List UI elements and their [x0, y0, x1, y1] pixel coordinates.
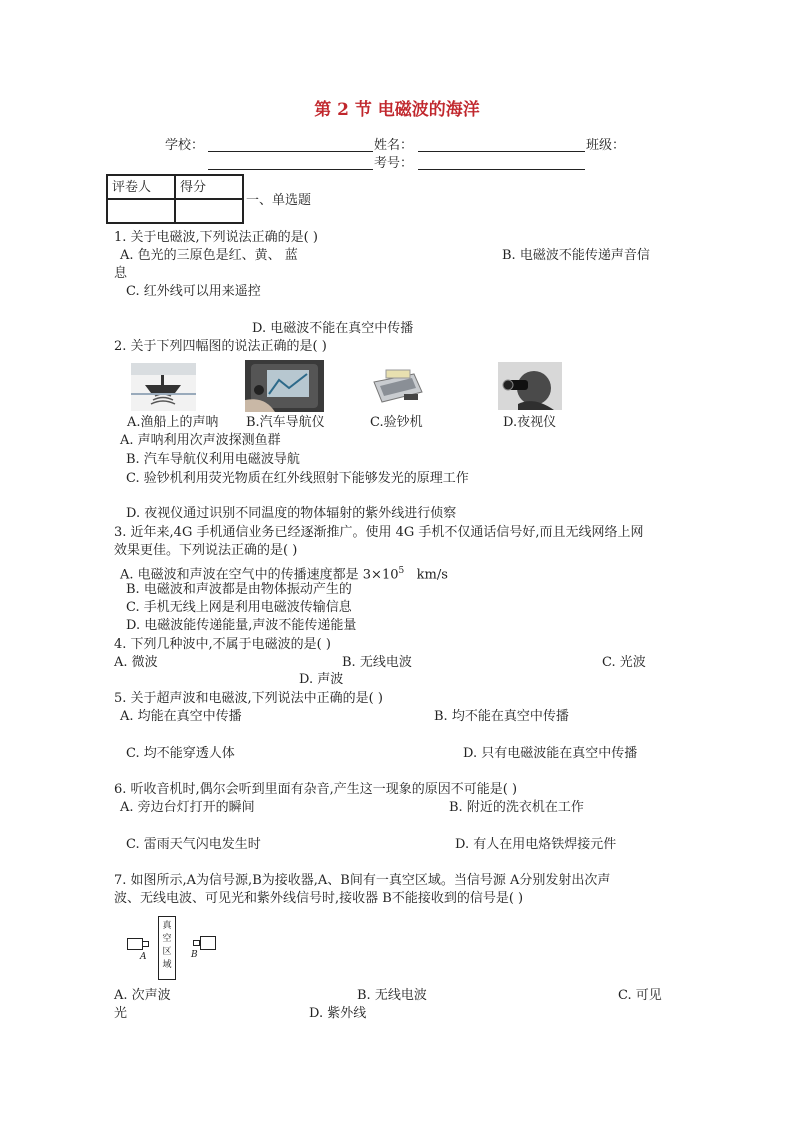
id-label: 考号：	[374, 156, 414, 171]
q3-stem-line2: 效果更佳。下列说法正确的是( )	[114, 543, 298, 558]
q4-option-d: D. 声波	[299, 672, 344, 687]
label-b: B	[191, 950, 198, 960]
class-field[interactable]	[208, 169, 373, 170]
vacuum-region-label: 真空区域	[162, 921, 172, 970]
receiver-b-box	[200, 936, 216, 950]
page-title: 第 2 节 电磁波的海洋	[314, 100, 480, 120]
q5-stem: 5. 关于超声波和电磁波,下列说法中正确的是( )	[114, 691, 383, 706]
q3-option-c: C. 手机无线上网是利用电磁波传输信息	[126, 600, 352, 615]
q2-option-c: C. 验钞机利用荧光物质在红外线照射下能够发光的原理工作	[126, 471, 469, 486]
q2-option-d: D. 夜视仪通过识别不同温度的物体辐射的紫外线进行侦察	[126, 506, 457, 521]
q3-option-d: D. 电磁波能传递能量,声波不能传递能量	[126, 618, 357, 633]
source-a-nozzle	[142, 941, 149, 947]
money-detector-image	[368, 364, 426, 410]
q2-option-a: A. 声呐利用次声波探测鱼群	[120, 433, 281, 448]
q1-stem: 1. 关于电磁波,下列说法正确的是( )	[114, 230, 318, 245]
q6-option-c: C. 雷雨天气闪电发生时	[126, 837, 261, 852]
q5-option-d: D. 只有电磁波能在真空中传播	[463, 746, 638, 761]
q4-option-a: A. 微波	[114, 655, 158, 670]
vacuum-region	[158, 916, 176, 980]
q1-option-b-cont: 息	[114, 266, 128, 281]
q7-stem-line1: 7. 如图所示,A为信号源,B为接收器,A、B间有一真空区域。当信号源 A分别发射出次声	[114, 873, 611, 888]
class-label: 班级：	[586, 138, 626, 153]
car-navigator-image	[245, 360, 324, 412]
signal-diagram	[125, 914, 225, 984]
q4-option-b: B. 无线电波	[342, 655, 412, 670]
q4-stem: 4. 下列几种波中,不属于电磁波的是( )	[114, 637, 331, 652]
q6-option-a: A. 旁边台灯打开的瞬间	[120, 800, 255, 815]
q3-unit: km/s	[416, 567, 448, 583]
q7-option-b: B. 无线电波	[357, 988, 427, 1003]
q7-option-c: C. 可见	[618, 988, 662, 1003]
q4-option-c: C. 光波	[602, 655, 646, 670]
name-field[interactable]	[418, 151, 585, 152]
q2-caption-c: C.验钞机	[370, 415, 423, 430]
q2-caption-a: A.渔船上的声呐	[127, 415, 219, 430]
q1-option-a: A. 色光的三原色是红、黄、 蓝	[120, 248, 298, 263]
q7-option-a: A. 次声波	[114, 988, 171, 1003]
q2-option-b: B. 汽车导航仪利用电磁波导航	[126, 452, 300, 467]
q1-option-c: C. 红外线可以用来遥控	[126, 284, 261, 299]
source-a-box	[127, 938, 143, 950]
score-cell[interactable]	[175, 199, 243, 223]
q3-option-b: B. 电磁波和声波都是由物体振动产生的	[126, 582, 352, 597]
q3-option-a: A. 电磁波和声波在空气中的传播速度都是 $3\times 10^5$ km/s	[120, 566, 448, 583]
q6-stem: 6. 听收音机时,偶尔会听到里面有杂音,产生这一现象的原因不可能是( )	[114, 782, 518, 797]
grader-cell[interactable]	[107, 199, 175, 223]
q6-option-d: D. 有人在用电烙铁焊接元件	[455, 837, 617, 852]
q3-stem-line1: 3. 近年来,4G 手机通信业务已经逐渐推广。使用 4G 手机不仅通话信号好,而且无线网络上网	[114, 525, 644, 540]
receiver-b-nozzle	[193, 940, 200, 946]
q1-option-d: D. 电磁波不能在真空中传播	[252, 321, 414, 336]
night-vision-image	[498, 362, 562, 410]
q2-caption-b: B.汽车导航仪	[246, 415, 325, 430]
q1-option-b: B. 电磁波不能传递声音信	[502, 248, 650, 263]
score-header: 得分	[175, 175, 243, 199]
score-table	[106, 174, 244, 224]
q5-option-a: A. 均能在真空中传播	[120, 709, 242, 724]
q2-stem: 2. 关于下列四幅图的说法正确的是( )	[114, 339, 327, 354]
school-label: 学校：	[165, 138, 205, 153]
q7-option-c-cont: 光	[114, 1006, 128, 1021]
section-heading: 一、单选题	[246, 193, 312, 208]
q3-exponent: 5	[398, 566, 405, 576]
q6-option-b: B. 附近的洗衣机在工作	[449, 800, 584, 815]
q7-option-d: D. 紫外线	[309, 1006, 367, 1021]
school-field[interactable]	[208, 151, 373, 152]
q7-stem-line2: 波、无线电波、可见光和紫外线信号时,接收器 B不能接收到的信号是( )	[114, 891, 524, 906]
grader-header: 评卷人	[107, 175, 175, 199]
q5-option-b: B. 均不能在真空中传播	[434, 709, 569, 724]
q5-option-c: C. 均不能穿透人体	[126, 746, 235, 761]
id-field[interactable]	[418, 169, 585, 170]
name-label: 姓名：	[374, 138, 414, 153]
sonar-ship-image	[131, 363, 196, 411]
label-a: A	[140, 952, 147, 962]
q2-caption-d: D.夜视仪	[503, 415, 557, 430]
